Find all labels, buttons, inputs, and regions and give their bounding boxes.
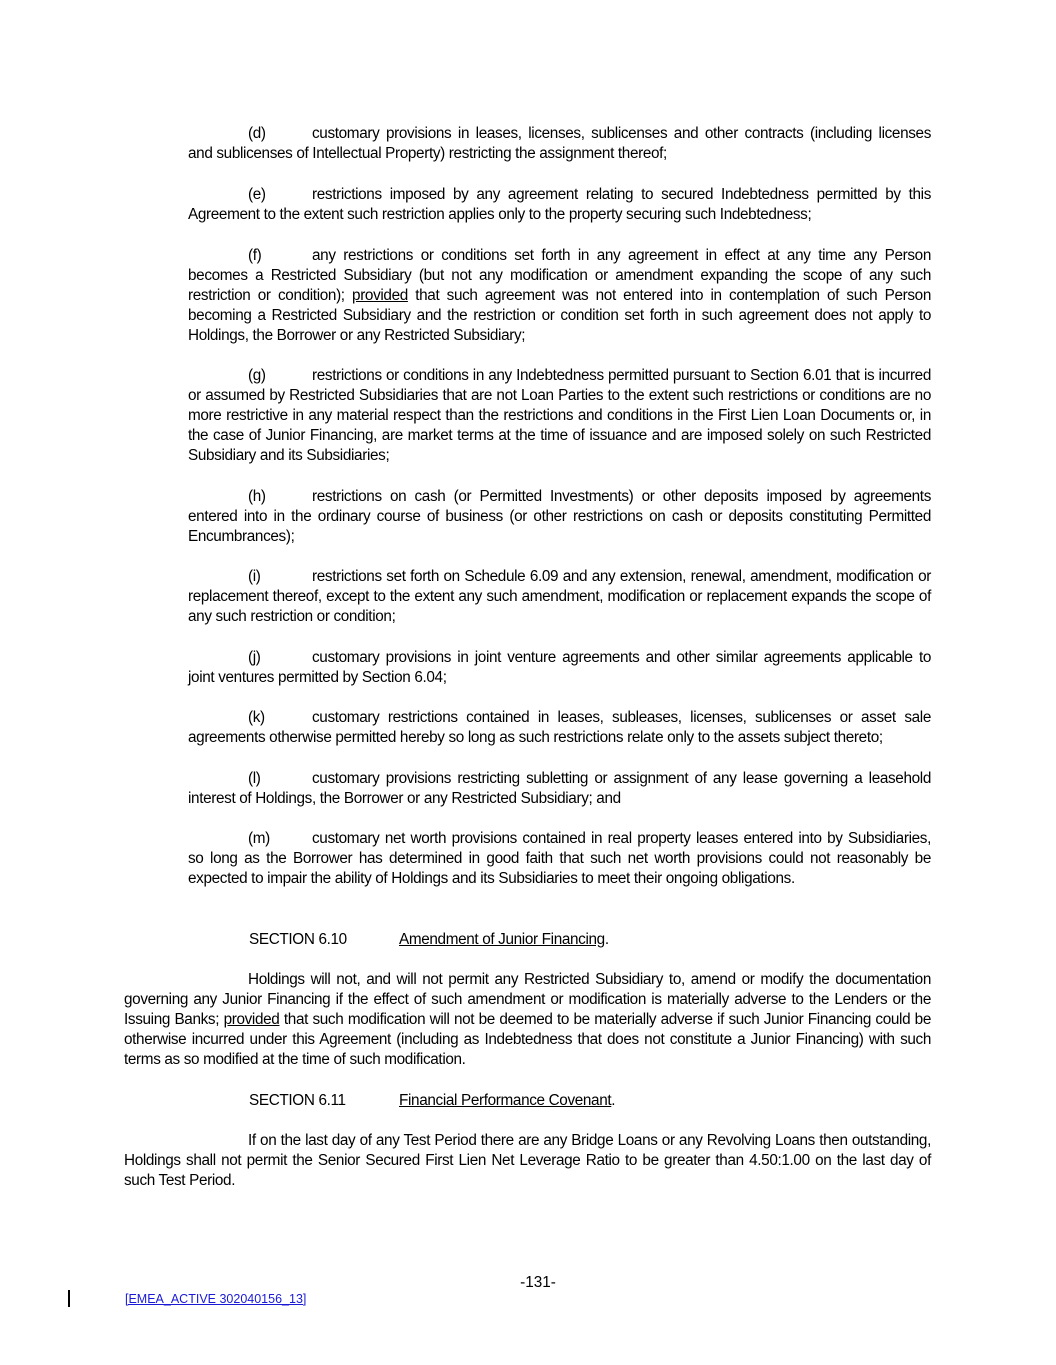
clause-text: customary net worth provisions contained in real property leases entered into by Subsidiaries, so long as the Borrower has determined in good faith that such net worth provisions could not reasonably be expected to impair the ability of Holdings and its Subsidiaries to meet their ongoing obligations. (188, 830, 931, 888)
clause-marker: (e) (248, 186, 266, 203)
section-6-11-body (124, 1131, 931, 1191)
section-body-text: Holdings will not, and will not permit any Restricted Subsidiary to, amend or modify the documentation governing any Junior Financing if the effect of such amendment or modification is materially adverse to the Lenders or the Issuing Banks; (124, 971, 931, 1029)
clause-marker: (i) (248, 568, 261, 585)
provided-term: provided (223, 1011, 280, 1029)
clause-d (188, 124, 931, 164)
clause-text: that such agreement was not entered into in contemplation of such Person becoming a Restricted Subsidiary and the restriction or condition set forth in such agreement does not apply to Holdings, the Borrower or any Restricted Subsidiary; (188, 287, 931, 345)
clause-marker: (d) (248, 125, 266, 142)
clause-l (188, 769, 931, 809)
section-number: SECTION 6.11 (249, 1092, 346, 1109)
clause-marker: (h) (248, 488, 266, 505)
clause-k (188, 708, 931, 748)
provided-term: provided (352, 287, 408, 305)
clause-j (188, 648, 931, 688)
section-6-10-heading (249, 930, 609, 950)
clause-text: restrictions on cash (or Permitted Investments) or other deposits imposed by agreements entered into in the ordinary course of business (or other restrictions on cash or deposits constituting Permitted Encumbrances); (188, 488, 931, 546)
clause-f (188, 246, 931, 346)
section-6-11-heading (249, 1091, 615, 1111)
section-title: Amendment of Junior Financing (399, 931, 605, 948)
clause-marker: (f) (248, 247, 262, 264)
clause-text: customary provisions in leases, licenses, sublicenses and other contracts (including licenses and sublicenses of Intellectual Property) restricting the assignment thereof; (188, 125, 931, 163)
section-title-period: . (611, 1092, 616, 1109)
clause-marker: (l) (248, 770, 261, 787)
clause-g (188, 366, 931, 466)
clause-text: customary provisions in joint venture agreements and other similar agreements applicable to joint ventures permitted by Section 6.04; (188, 649, 931, 687)
clause-text: restrictions set forth on Schedule 6.09 and any extension, renewal, amendment, modification or replacement thereof, except to the extent any such amendment, modification or replacement expands the scope of any such restriction or condition; (188, 568, 931, 626)
clause-e (188, 185, 931, 225)
section-body-text: If on the last day of any Test Period there are any Bridge Loans or any Revolving Loans then outstanding, Holdings shall not permit the Senior Secured First Lien Net Leverage Ratio to be greater than 4.50:1.00 on the last day of such Test Period. (124, 1132, 931, 1190)
clause-h (188, 487, 931, 547)
clause-m (188, 829, 931, 889)
section-title-period: . (604, 931, 609, 948)
clause-text: customary provisions restricting subletting or assignment of any lease governing a leasehold interest of Holdings, the Borrower or any Restricted Subsidiary; and (188, 770, 931, 808)
clause-marker: (g) (248, 367, 266, 384)
clause-marker: (m) (248, 830, 270, 847)
page-number: -131- (520, 1274, 556, 1291)
clause-marker: (j) (248, 649, 261, 666)
document-reference-link[interactable]: [EMEA_ACTIVE 302040156_13] (125, 1292, 307, 1306)
clause-i (188, 567, 931, 627)
section-6-10-body (124, 970, 931, 1070)
section-body-text: that such modification will not be deemed to be materially adverse if such Junior Financing could be otherwise incurred under this Agreement (including as Indebtedness that does not constitute a Junior Financing) with such terms as so modified at the time of such modification. (124, 1011, 931, 1069)
section-title: Financial Performance Covenant (399, 1092, 612, 1109)
clause-marker: (k) (248, 709, 265, 726)
clause-text: restrictions imposed by any agreement relating to secured Indebtedness permitted by this Agreement to the extent such restriction applies only to the property securing such Indebtedness; (188, 186, 931, 224)
clause-text: customary restrictions contained in leases, subleases, licenses, sublicenses or asset sale agreements otherwise permitted hereby so long as such restrictions relate only to the assets subject thereto; (188, 709, 931, 747)
change-bar (68, 1290, 70, 1307)
clause-text: restrictions or conditions in any Indebtedness permitted pursuant to Section 6.01 that is incurred or assumed by Restricted Subsidiaries that are not Loan Parties to the extent such restrictions or conditions are no more restrictive in any material respect than the restrictions and conditions in the First Lien Loan Documents or, in the case of Junior Financing, are market terms at the time of issuance and are imposed solely on such Restricted Subsidiary and its Subsidiaries; (188, 367, 931, 465)
clause-text: any restrictions or conditions set forth in any agreement in effect at any time any Person becomes a Restricted Subsidiary (but not any modification or amendment expanding the scope of any such restriction or condition); (188, 247, 931, 305)
section-number: SECTION 6.10 (249, 931, 347, 948)
